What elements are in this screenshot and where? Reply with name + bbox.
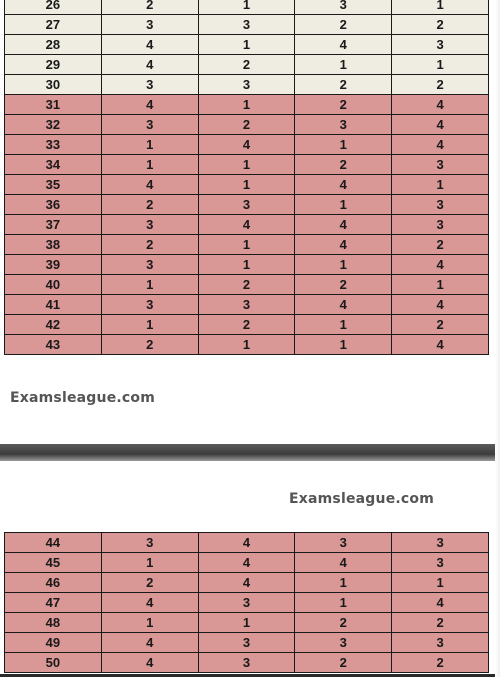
answer-cell: 3 [295, 633, 392, 653]
answer-cell: 3 [392, 633, 489, 653]
table-row [5, 295, 489, 315]
table-row [5, 235, 489, 255]
answer-cell: 4 [392, 593, 489, 613]
answer-cell: 2 [295, 15, 392, 35]
answer-cell: 1 [198, 335, 295, 355]
answer-cell: 1 [101, 135, 198, 155]
table-row [5, 335, 489, 355]
answer-cell: 2 [101, 335, 198, 355]
page-right-edge [495, 0, 500, 677]
answer-cell: 2 [198, 115, 295, 135]
page-break-divider [0, 444, 500, 461]
question-number-cell: 37 [5, 215, 102, 235]
answer-cell: 3 [392, 195, 489, 215]
table-row [5, 275, 489, 295]
answer-cell: 1 [101, 315, 198, 335]
table-row [5, 653, 489, 673]
question-number-cell: 26 [5, 0, 102, 15]
question-number-cell: 27 [5, 15, 102, 35]
answer-cell: 3 [295, 0, 392, 15]
answer-cell: 3 [198, 15, 295, 35]
answer-cell: 3 [101, 533, 198, 553]
table-row [5, 533, 489, 553]
answer-cell: 3 [392, 553, 489, 573]
answer-cell: 3 [295, 533, 392, 553]
question-number-cell: 44 [5, 533, 102, 553]
answer-cell: 4 [392, 135, 489, 155]
answer-cell: 3 [101, 15, 198, 35]
answer-cell: 3 [198, 593, 295, 613]
answer-cell: 2 [392, 15, 489, 35]
answer-cell: 1 [198, 235, 295, 255]
answer-cell: 3 [101, 215, 198, 235]
answer-cell: 2 [295, 75, 392, 95]
answer-cell: 3 [101, 295, 198, 315]
table-row [5, 175, 489, 195]
table-row [5, 573, 489, 593]
answer-cell: 1 [392, 175, 489, 195]
answer-cell: 4 [295, 35, 392, 55]
answer-cell: 3 [198, 195, 295, 215]
answer-cell: 1 [198, 155, 295, 175]
answer-cell: 3 [392, 533, 489, 553]
answer-cell: 1 [295, 195, 392, 215]
answer-cell: 1 [101, 275, 198, 295]
answer-cell: 4 [295, 215, 392, 235]
answer-cell: 2 [101, 0, 198, 15]
table-row [5, 95, 489, 115]
answer-cell: 1 [295, 573, 392, 593]
answer-cell: 1 [295, 135, 392, 155]
table-row [5, 215, 489, 235]
answer-cell: 3 [198, 295, 295, 315]
answer-cell: 4 [198, 533, 295, 553]
answer-cell: 1 [295, 335, 392, 355]
question-number-cell: 39 [5, 255, 102, 275]
table-row [5, 55, 489, 75]
question-number-cell: 48 [5, 613, 102, 633]
answer-cell: 3 [198, 653, 295, 673]
answer-cell: 1 [198, 255, 295, 275]
answer-cell: 4 [101, 593, 198, 613]
answer-cell: 1 [198, 613, 295, 633]
answer-cell: 4 [295, 235, 392, 255]
answer-key-table-bottom-body [5, 533, 489, 673]
answer-cell: 4 [101, 175, 198, 195]
answer-cell: 4 [392, 335, 489, 355]
answer-cell: 2 [101, 235, 198, 255]
table-row [5, 553, 489, 573]
question-number-cell: 45 [5, 553, 102, 573]
table-row [5, 0, 489, 15]
answer-cell: 3 [392, 215, 489, 235]
table-row [5, 35, 489, 55]
answer-cell: 4 [392, 115, 489, 135]
question-number-cell: 43 [5, 335, 102, 355]
answer-cell: 3 [392, 35, 489, 55]
table-row [5, 315, 489, 335]
answer-cell: 4 [101, 653, 198, 673]
question-number-cell: 49 [5, 633, 102, 653]
answer-cell: 1 [198, 95, 295, 115]
table-row [5, 115, 489, 135]
answer-cell: 1 [392, 0, 489, 15]
question-number-cell: 28 [5, 35, 102, 55]
answer-cell: 3 [198, 75, 295, 95]
answer-key-table-top [4, 0, 489, 355]
watermark-text: Examsleague.com [289, 491, 435, 507]
answer-cell: 1 [295, 315, 392, 335]
answer-cell: 1 [101, 613, 198, 633]
answer-cell: 2 [392, 315, 489, 335]
answer-cell: 4 [101, 35, 198, 55]
answer-cell: 3 [101, 115, 198, 135]
answer-cell: 3 [392, 155, 489, 175]
answer-key-table-top-body [5, 0, 489, 355]
question-number-cell: 46 [5, 573, 102, 593]
question-number-cell: 41 [5, 295, 102, 315]
answer-cell: 2 [295, 275, 392, 295]
answer-cell: 1 [295, 593, 392, 613]
question-number-cell: 38 [5, 235, 102, 255]
question-number-cell: 35 [5, 175, 102, 195]
table-row [5, 75, 489, 95]
answer-cell: 3 [101, 75, 198, 95]
answer-cell: 3 [295, 115, 392, 135]
question-number-cell: 33 [5, 135, 102, 155]
answer-cell: 1 [198, 0, 295, 15]
answer-cell: 4 [198, 215, 295, 235]
table-row [5, 15, 489, 35]
table-row [5, 613, 489, 633]
answer-cell: 3 [198, 633, 295, 653]
answer-cell: 4 [392, 95, 489, 115]
table-row [5, 135, 489, 155]
answer-cell: 1 [101, 155, 198, 175]
answer-key-table-bottom [4, 532, 489, 673]
table-row [5, 633, 489, 653]
answer-cell: 4 [101, 633, 198, 653]
answer-cell: 4 [295, 295, 392, 315]
answer-cell: 2 [392, 653, 489, 673]
answer-cell: 4 [198, 553, 295, 573]
question-number-cell: 47 [5, 593, 102, 613]
question-number-cell: 50 [5, 653, 102, 673]
answer-cell: 4 [101, 55, 198, 75]
answer-cell: 3 [101, 255, 198, 275]
answer-cell: 2 [198, 275, 295, 295]
answer-cell: 1 [101, 553, 198, 573]
answer-cell: 1 [198, 175, 295, 195]
question-number-cell: 40 [5, 275, 102, 295]
answer-cell: 2 [295, 95, 392, 115]
answer-cell: 2 [198, 55, 295, 75]
answer-cell: 2 [295, 653, 392, 673]
answer-cell: 2 [101, 573, 198, 593]
answer-cell: 4 [392, 255, 489, 275]
table-row [5, 593, 489, 613]
table-row [5, 195, 489, 215]
answer-cell: 2 [295, 155, 392, 175]
answer-cell: 1 [295, 255, 392, 275]
answer-cell: 4 [392, 295, 489, 315]
answer-cell: 2 [295, 613, 392, 633]
table-row [5, 155, 489, 175]
question-number-cell: 32 [5, 115, 102, 135]
question-number-cell: 42 [5, 315, 102, 335]
question-number-cell: 34 [5, 155, 102, 175]
answer-cell: 2 [198, 315, 295, 335]
table-row [5, 255, 489, 275]
question-number-cell: 30 [5, 75, 102, 95]
answer-cell: 2 [101, 195, 198, 215]
question-number-cell: 29 [5, 55, 102, 75]
answer-cell: 1 [295, 55, 392, 75]
answer-cell: 2 [392, 75, 489, 95]
answer-cell: 4 [295, 553, 392, 573]
answer-cell: 1 [392, 55, 489, 75]
answer-cell: 2 [392, 235, 489, 255]
answer-cell: 4 [198, 135, 295, 155]
answer-cell: 4 [295, 175, 392, 195]
answer-cell: 1 [392, 275, 489, 295]
answer-cell: 4 [101, 95, 198, 115]
answer-cell: 1 [392, 573, 489, 593]
question-number-cell: 31 [5, 95, 102, 115]
watermark-text: Examsleague.com [10, 390, 156, 406]
answer-cell: 4 [198, 573, 295, 593]
answer-cell: 2 [392, 613, 489, 633]
question-number-cell: 36 [5, 195, 102, 215]
answer-cell: 1 [198, 35, 295, 55]
